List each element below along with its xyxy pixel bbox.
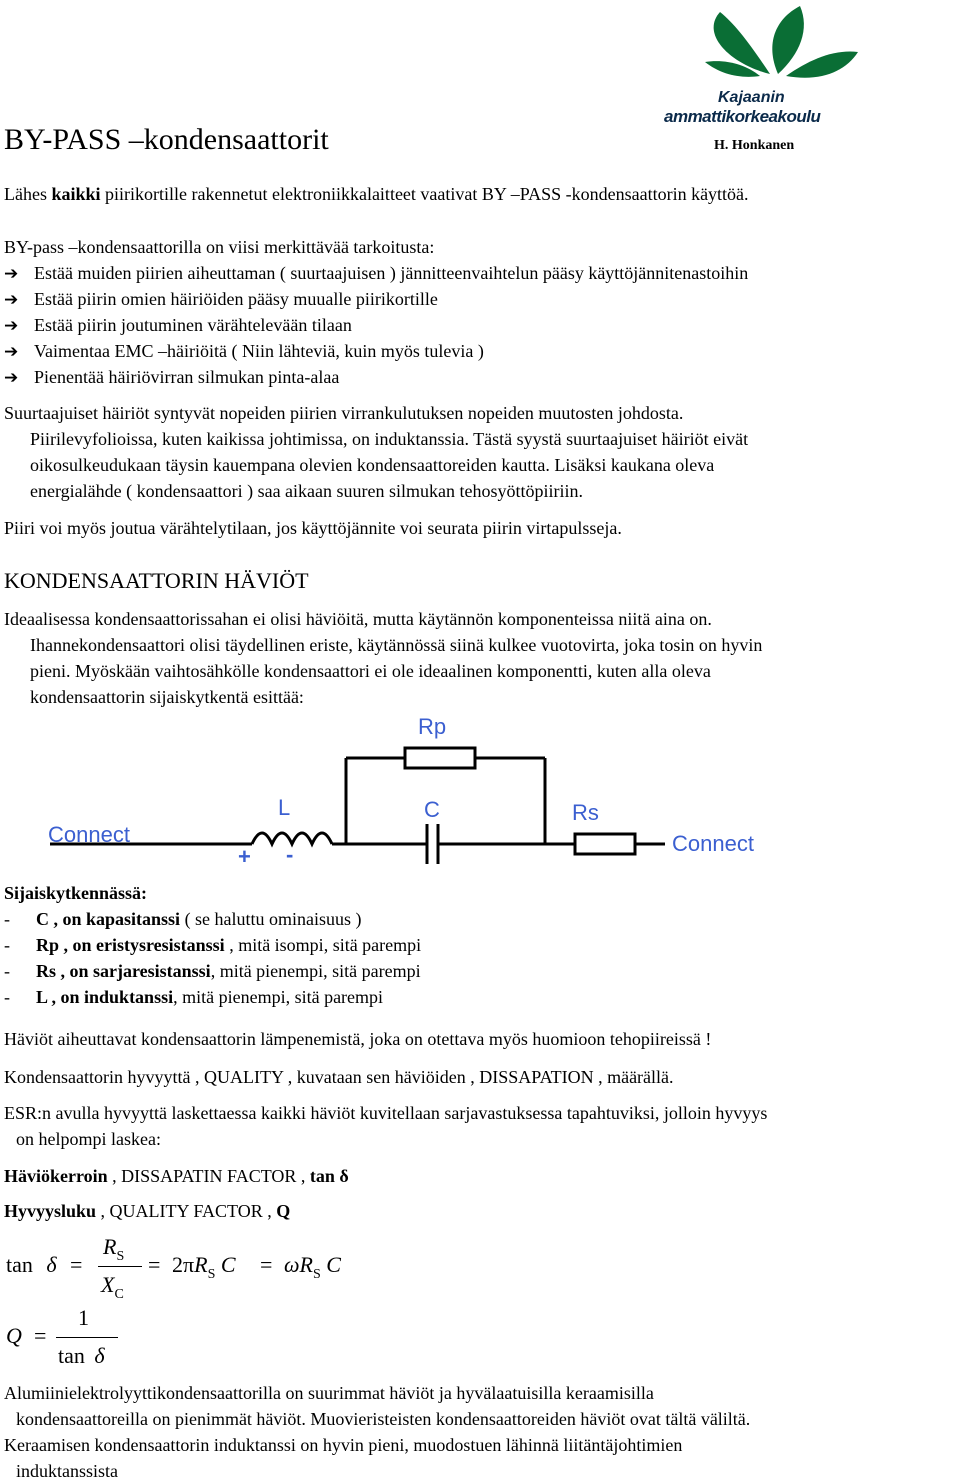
paragraph-line: energialähde ( kondensaattori ) saa aikaan suuren silmukan tehosyöttöpiiriin.	[30, 481, 584, 501]
arrow-right-icon: ➔	[4, 316, 19, 336]
paragraph-line: Suurtaajuiset häiriöt syntyvät nopeiden piirien virrankulutuksen nopeiden muutosten johdosta.	[4, 403, 684, 423]
minus-label: -	[286, 842, 294, 867]
purpose-lead: BY-pass –kondensaattorilla on viisi merkittävää tarkoitusta:	[4, 237, 435, 257]
formula-equals: =	[148, 1252, 161, 1277]
equivalent-heading: Sijaiskytkennässä:	[4, 883, 148, 903]
arrow-right-icon: ➔	[4, 290, 19, 310]
purpose-item: ➔ Vaimentaa EMC –häiriöitä ( Niin lähteviä, kuin myös tulevia )	[4, 338, 484, 365]
author-label: H. Honkanen	[714, 138, 795, 153]
equivalent-item: - L , on induktanssi, mitä pienempi, sitä parempi	[4, 987, 384, 1007]
purpose-item: ➔ Estää piirin omien häiriöiden pääsy muualle piirikortille	[4, 286, 438, 313]
paragraph: Häviöt aiheuttavat kondensaattorin lämpenemistä, joka on otettava myös huomioon tehopiireissä !	[4, 1029, 712, 1049]
paragraph: Piiri voi myös joutua värähtelytilaan, jos käyttöjännite voi seurata piirin virtapulsseja.	[4, 518, 622, 538]
paragraph: Kondensaattorin hyvyyttä , QUALITY , kuvataan sen häviöiden , DISSAPATION , määrällä.	[4, 1067, 674, 1087]
inductor-label: L	[278, 795, 291, 820]
formula-equals: =	[70, 1252, 83, 1277]
quality-factor-line: Hyvyysluku , QUALITY FACTOR , Q	[4, 1201, 291, 1221]
plus-label: +	[238, 844, 251, 869]
formula-equals: =	[34, 1323, 47, 1348]
purpose-item: ➔ Pienentää häiriövirran silmukan pinta-alaa	[4, 364, 339, 391]
capacitor-label: C	[424, 797, 440, 822]
paragraph-line: ESR:n avulla hyvyyttä laskettaessa kaikki häviöt kuvitellaan sarjavastuksessa tapahtuviksi, jolloin hyvyys	[4, 1103, 768, 1123]
logo-text-line2: ammattikorkeakoulu	[664, 107, 821, 126]
formula-denominator: $X_C$	[101, 1272, 124, 1302]
paragraph-line: oikosulkeudukaan täysin kauempana olevien kondensaattoreiden kautta. Lisäksi kaukana oleva	[30, 455, 715, 475]
paragraph-line: Keraamisen kondensaattorin induktanssi on hyvin pieni, muodostuen lähinnä liitäntäjohtimien	[4, 1435, 683, 1455]
purpose-item: ➔ Estää piirin joutuminen värähtelevään tilaan	[4, 312, 352, 339]
fraction-bar	[56, 1337, 118, 1338]
logo-text-line1: Kajaanin	[718, 89, 785, 106]
equivalent-item: - Rs , on sarjaresistanssi, mitä pienempi, sitä parempi	[4, 961, 421, 981]
connect-left-label: Connect	[48, 822, 130, 847]
formula-numerator: 1	[78, 1305, 89, 1330]
paragraph-line: pieni. Myöskään vaihtosähkölle kondensaattori ei ole ideaalinen komponentti, kuten alla oleva	[30, 661, 711, 681]
kamk-logo-icon	[660, 4, 860, 99]
section-title: KONDENSAATTORIN HÄVIÖT	[4, 568, 309, 593]
formula-denominator: tan δ	[58, 1343, 105, 1368]
formula-term: $2\pi R_S$ C	[172, 1252, 236, 1282]
dissipation-factor-line: Häviökerroin , DISSAPATIN FACTOR , tan δ	[4, 1166, 349, 1186]
formula-tan-label: tan δ	[6, 1252, 57, 1277]
paragraph-line: induktanssista	[16, 1461, 118, 1481]
paragraph-line: Piirilevyfolioissa, kuten kaikissa johtimissa, on induktanssia. Tästä syystä suurtaajuiset häiriöt eivät	[30, 429, 749, 449]
school-logo	[660, 4, 860, 154]
formula-equals: =	[260, 1252, 273, 1277]
fraction-bar	[98, 1266, 142, 1267]
arrow-right-icon: ➔	[4, 342, 19, 362]
equivalent-item: - Rp , on eristysresistanssi , mitä isompi, sitä parempi	[4, 935, 422, 955]
paragraph-line: on helpompi laskea:	[16, 1129, 161, 1149]
intro-paragraph: Lähes kaikki piirikortille rakennetut elektroniikkalaitteet vaativat BY –PASS -kondensaattorin käyttöä.	[4, 184, 749, 204]
paragraph-line: Ideaalisessa kondensaattorissahan ei olisi häviöitä, mutta käytännön komponenteissa niitä aina on.	[4, 609, 712, 629]
paragraph-line: kondensaattorin sijaiskytkentä esittää:	[30, 687, 304, 707]
page-title: BY-PASS –kondensaattorit	[4, 123, 329, 156]
paragraph-line: Ihannekondensaattori olisi täydellinen eriste, käytännössä siinä kulkee vuotovirta, joka tosin on hyvin	[30, 635, 763, 655]
rp-label: Rp	[418, 714, 447, 739]
equivalent-item: - C , on kapasitanssi ( se haluttu ominaisuus )	[4, 909, 362, 929]
arrow-right-icon: ➔	[4, 264, 19, 284]
formula-q: Q	[6, 1323, 22, 1348]
paragraph-line: Alumiinielektrolyyttikondensaattorilla on suurimmat häviöt ja hyvälaatuisilla keraamisilla	[4, 1383, 654, 1403]
formula-term: $\omega R_S$ C	[284, 1252, 341, 1282]
purpose-item: ➔ Estää muiden piirien aiheuttaman ( suurtaajuisen ) jännitteenvaihtelun pääsy käyttöjännitenastoihin	[4, 260, 748, 287]
connect-right-label: Connect	[672, 831, 754, 856]
formula-numerator: $R_S$	[103, 1234, 125, 1264]
rs-label: Rs	[572, 800, 599, 825]
arrow-right-icon: ➔	[4, 368, 19, 388]
paragraph-line: kondensaattoreilla on pienimmät häviöt. Muovieristeisten kondensaattoreiden häviöt ovat tältä väliltä.	[16, 1409, 751, 1429]
